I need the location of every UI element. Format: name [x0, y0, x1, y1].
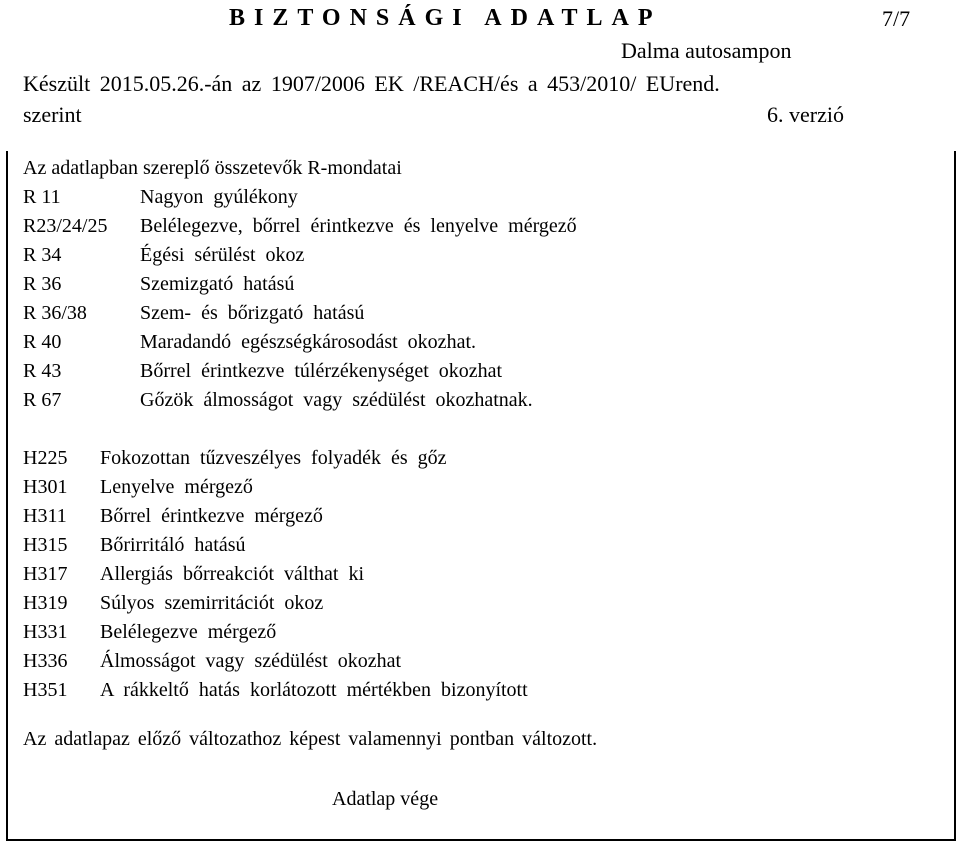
- h-statement-row: [23, 473, 943, 502]
- h-statement-row: [23, 560, 943, 589]
- content-body: [23, 154, 943, 754]
- h-statement-code: H315: [23, 534, 68, 556]
- h-statement-code: H225: [23, 447, 68, 469]
- h-statement-text: Súlyos szemirritációt okoz: [100, 592, 324, 614]
- r-phrase-text: Nagyon gyúlékony: [140, 186, 298, 208]
- r-phrase-code: R 11: [23, 186, 61, 208]
- r-phrase-text: Szem- és bőrizgató hatású: [140, 302, 365, 324]
- h-statement-code: H319: [23, 592, 68, 614]
- prepared-line-continuation: szerint: [23, 102, 82, 127]
- h-statement-code: H311: [23, 505, 67, 527]
- h-statement-row: [23, 676, 943, 705]
- end-of-sheet: Adatlap vége: [332, 788, 439, 810]
- h-statement-text: Fokozottan tűzveszélyes folyadék és gőz: [100, 447, 447, 469]
- prepared-line: Készült 2015.05.26.-án az 1907/2006 EK /REACH/és a 453/2010/ EUrend.: [23, 71, 720, 96]
- r-phrase-code: R23/24/25: [23, 215, 108, 237]
- r-phrase-text: Bőrrel érintkezve túlérzékenységet okozhat: [140, 360, 503, 382]
- version-label: 6. verzió: [767, 102, 844, 127]
- r-phrase-row: [23, 328, 943, 357]
- section-spacer: [23, 415, 943, 444]
- document-title: BIZTONSÁGI ADATLAP: [229, 5, 662, 31]
- r-phrase-row: [23, 357, 943, 386]
- r-phrase-code: R 43: [23, 360, 62, 382]
- r-phrase-code: R 67: [23, 389, 62, 411]
- h-statement-row: [23, 647, 943, 676]
- h-statement-code: H351: [23, 679, 68, 701]
- h-statement-code: H336: [23, 650, 68, 672]
- r-phrase-text: Szemizgató hatású: [140, 273, 295, 295]
- h-statement-code: H301: [23, 476, 68, 498]
- h-statement-text: Bőrrel érintkezve mérgező: [100, 505, 323, 527]
- r-phrase-row: [23, 241, 943, 270]
- h-statement-text: Allergiás bőrreakciót válthat ki: [100, 563, 364, 585]
- h-statement-code: H317: [23, 563, 68, 585]
- r-phrase-row: [23, 183, 943, 212]
- h-statement-row: [23, 618, 943, 647]
- r-phrase-code: R 40: [23, 331, 62, 353]
- h-statement-text: Lenyelve mérgező: [100, 476, 253, 498]
- h-statement-text: Bőrirritáló hatású: [100, 534, 246, 556]
- product-name: Dalma autosampon: [621, 38, 792, 63]
- h-statement-code: H331: [23, 621, 68, 643]
- h-statement-text: Álmosságot vagy szédülést okozhat: [100, 650, 402, 672]
- h-statement-text: Belélegezve mérgező: [100, 621, 277, 643]
- r-phrase-row: [23, 299, 943, 328]
- page-number: 7/7: [882, 6, 911, 31]
- r-phrase-text: Maradandó egészségkárosodást okozhat.: [140, 331, 476, 353]
- r-phrase-code: R 34: [23, 244, 62, 266]
- h-statement-row: [23, 589, 943, 618]
- r-phrase-row: [23, 212, 943, 241]
- r-phrases-heading: Az adatlapban szereplő összetevők R-mondatai: [23, 157, 402, 179]
- r-phrase-code: R 36: [23, 273, 62, 295]
- h-statements-list: [23, 444, 943, 705]
- r-phrases-list: [23, 183, 943, 415]
- h-statement-row: [23, 531, 943, 560]
- r-phrase-text: Égési sérülést okoz: [140, 244, 305, 266]
- h-statement-row: [23, 444, 943, 473]
- h-statement-text: A rákkeltő hatás korlátozott mértékben bizonyított: [100, 679, 528, 701]
- r-phrase-row: [23, 270, 943, 299]
- h-statement-row: [23, 502, 943, 531]
- r-phrase-row: [23, 386, 943, 415]
- r-phrase-text: Gőzök álmosságot vagy szédülést okozhatnak.: [140, 389, 533, 411]
- revision-note: Az adatlapaz előző változathoz képest valamennyi pontban változott.: [23, 728, 598, 750]
- r-phrase-code: R 36/38: [23, 302, 87, 324]
- r-phrase-text: Belélegezve, bőrrel érintkezve és lenyelve mérgező: [140, 215, 577, 237]
